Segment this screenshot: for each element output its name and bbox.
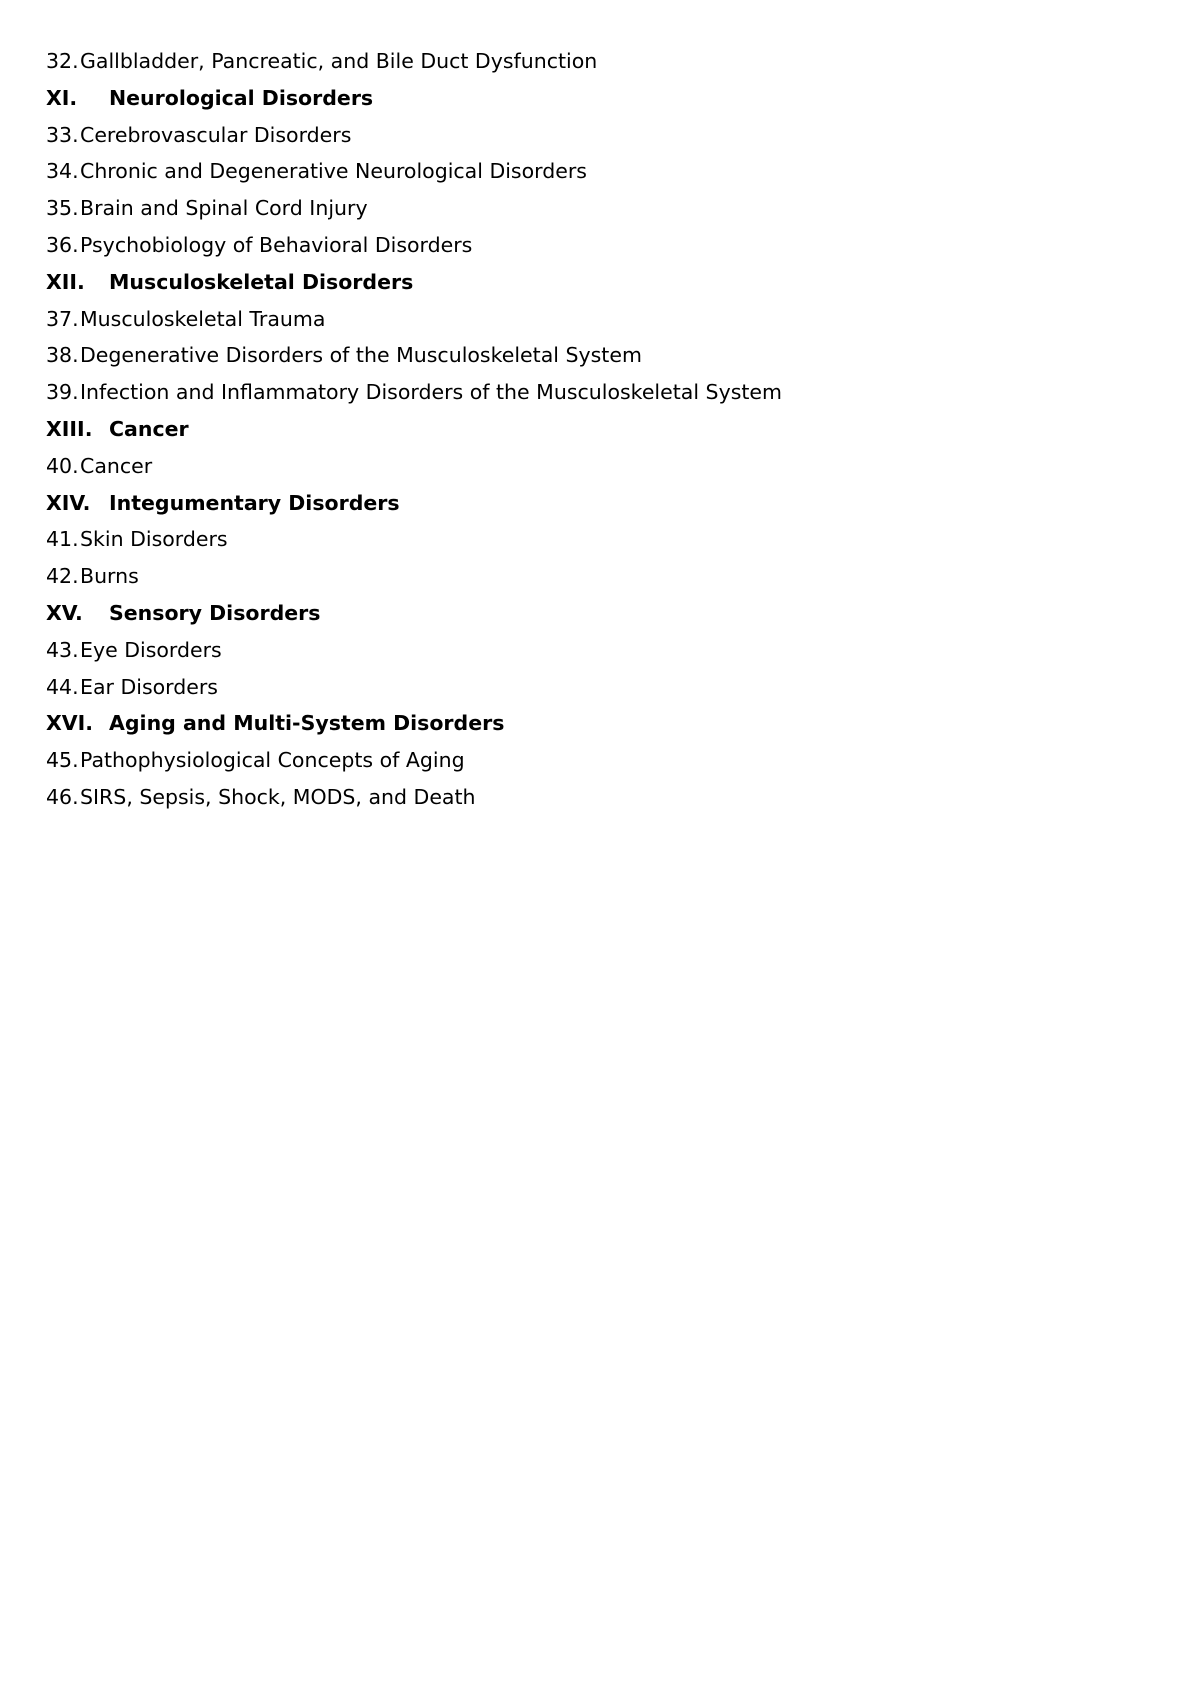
- toc-item-number: 45.: [46, 748, 79, 773]
- toc-item: [46, 779, 1146, 816]
- toc-item: [46, 227, 1146, 264]
- toc-section-heading: [46, 485, 1146, 522]
- toc-item-title: Cancer: [80, 453, 153, 478]
- toc-item-title: Brain and Spinal Cord Injury: [80, 196, 368, 221]
- toc-item-number: 36.: [46, 232, 79, 257]
- toc-item: [46, 742, 1146, 779]
- toc-section-heading: [46, 80, 1146, 117]
- toc-item: [46, 43, 1146, 80]
- table-of-contents: [46, 43, 1146, 816]
- toc-item: [46, 448, 1146, 485]
- toc-item: [46, 301, 1146, 338]
- toc-item-title: Cerebrovascular Disorders: [80, 122, 352, 147]
- toc-item-number: 35.: [46, 196, 79, 221]
- toc-section-heading: [46, 411, 1146, 448]
- toc-item-number: 33.: [46, 122, 79, 147]
- toc-item: [46, 153, 1146, 190]
- toc-section-title: Sensory Disorders: [109, 600, 321, 625]
- toc-item-title: Eye Disorders: [80, 637, 222, 662]
- toc-item: [46, 190, 1146, 227]
- toc-section-title: Neurological Disorders: [109, 85, 374, 110]
- toc-item-title: Skin Disorders: [80, 527, 228, 552]
- toc-item-number: 44.: [46, 674, 79, 699]
- toc-section-title: Integumentary Disorders: [109, 490, 400, 515]
- toc-item: [46, 117, 1146, 154]
- toc-item: [46, 374, 1146, 411]
- toc-section-title: Aging and Multi-System Disorders: [109, 711, 505, 736]
- toc-section-heading: [46, 595, 1146, 632]
- toc-item: [46, 558, 1146, 595]
- toc-item-title: Burns: [80, 564, 139, 589]
- toc-item-title: Infection and Inflammatory Disorders of the Musculoskeletal System: [80, 380, 782, 405]
- toc-item-number: 41.: [46, 527, 79, 552]
- toc-item: [46, 337, 1146, 374]
- toc-item-title: Chronic and Degenerative Neurological Disorders: [80, 159, 587, 184]
- toc-item-title: Psychobiology of Behavioral Disorders: [80, 232, 473, 257]
- toc-item: [46, 521, 1146, 558]
- toc-section-number: XIII.: [46, 416, 93, 441]
- toc-item-title: Gallbladder, Pancreatic, and Bile Duct Dysfunction: [80, 49, 598, 73]
- toc-item-number: 43.: [46, 637, 79, 662]
- toc-item-number: 38.: [46, 343, 79, 368]
- toc-item-number: 46.: [46, 784, 79, 809]
- toc-item-title: Degenerative Disorders of the Musculoskeletal System: [80, 343, 642, 368]
- toc-section-number: XV.: [46, 600, 83, 625]
- toc-item-title: Pathophysiological Concepts of Aging: [80, 748, 465, 773]
- toc-item-title: SIRS, Sepsis, Shock, MODS, and Death: [80, 784, 476, 809]
- toc-item-number: 39.: [46, 380, 79, 405]
- toc-item-number: 37.: [46, 306, 79, 331]
- toc-item-number: 42.: [46, 564, 79, 589]
- toc-item-title: Musculoskeletal Trauma: [80, 306, 326, 331]
- toc-section-title: Cancer: [109, 416, 189, 441]
- toc-section-number: XII.: [46, 269, 85, 294]
- toc-item-number: 40.: [46, 453, 79, 478]
- toc-item-title: Ear Disorders: [80, 674, 218, 699]
- toc-item-number: 34.: [46, 159, 79, 184]
- toc-section-number: XVI.: [46, 711, 94, 736]
- toc-item: [46, 632, 1146, 669]
- toc-item-number: 32.: [46, 49, 79, 73]
- toc-section-title: Musculoskeletal Disorders: [109, 269, 414, 294]
- toc-section-number: XI.: [46, 85, 78, 110]
- toc-section-heading: [46, 705, 1146, 742]
- toc-item: [46, 669, 1146, 706]
- toc-section-heading: [46, 264, 1146, 301]
- toc-section-number: XIV.: [46, 490, 91, 515]
